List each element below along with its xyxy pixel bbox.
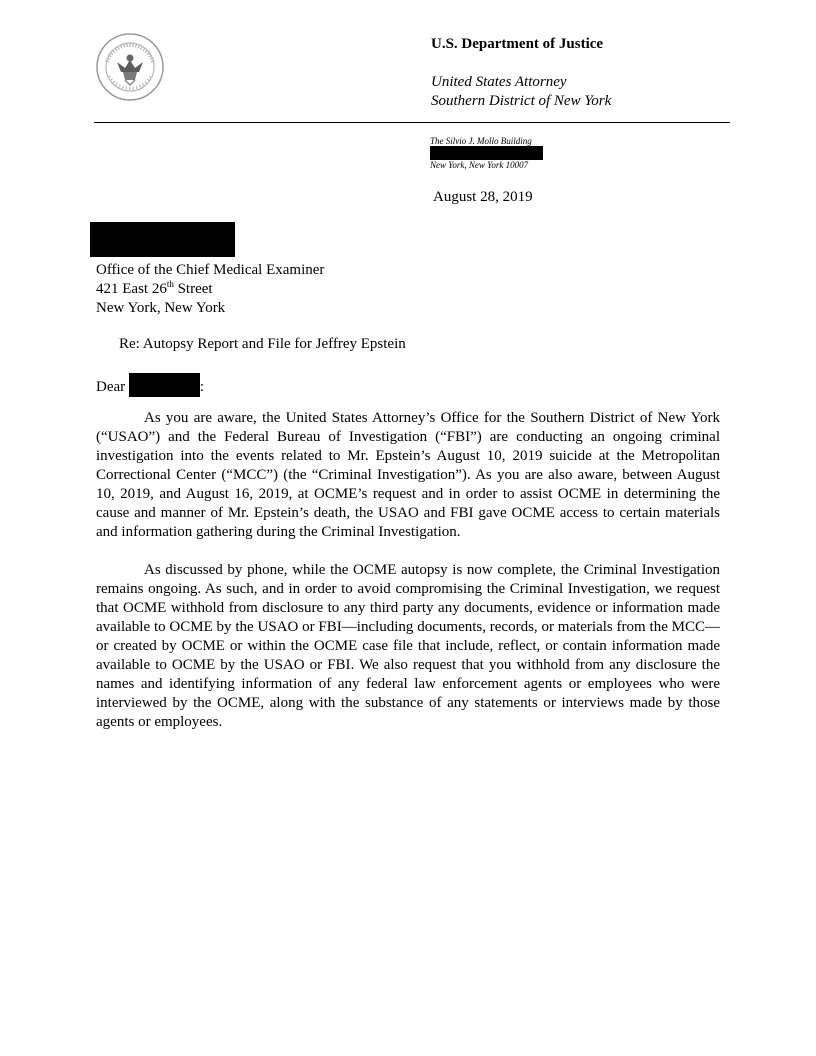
recipient-block (96, 261, 324, 318)
header-divider (94, 122, 730, 123)
redaction-address (430, 146, 543, 160)
salutation (96, 373, 204, 397)
recipient-office: Office of the Chief Medical Examiner (96, 262, 325, 278)
subject-line: Re: Autopsy Report and File for Jeffrey Epstein (119, 336, 406, 352)
redaction-recipient-name (90, 222, 235, 257)
redaction-salutation-name (129, 373, 200, 397)
building-name: The Silvio J. Mollo Building (430, 136, 532, 146)
office-line-1: United States Attorney (431, 74, 567, 90)
salutation-suffix: : (199, 379, 205, 395)
letter-body (96, 409, 720, 751)
salutation-prefix: Dear (96, 379, 126, 395)
street-name: Street (173, 281, 213, 297)
agency-name: U.S. Department of Justice (431, 36, 604, 52)
office-city: New York, New York 10007 (430, 160, 529, 170)
recipient-city: New York, New York (96, 300, 226, 316)
office-name (431, 73, 611, 111)
paragraph-1: As you are aware, the United States Attorney’s Office for the Southern District of New York (“USAO”) and the Federal Bureau of Investigation (“FBI”) are conducting an ongoing criminal investigation into the events related to Mr. Epstein’s August 10, 2019 suicide at the Metropolitan Correctional Center (“MCC”) (the “Criminal Investigation”). As you are also aware, between August 10, 2019, and August 16, 2019, at OCME’s request and in order to assist OCME in determining the cause and manner of Mr. Epstein’s death, the USAO and FBI gave OCME access to certain materials and information gathering during the Criminal Investigation. (96, 410, 720, 540)
street-ordinal: th (166, 279, 174, 289)
recipient-street (96, 280, 324, 299)
letter-date: August 28, 2019 (433, 189, 533, 205)
street-number: 421 East 26 (96, 281, 167, 297)
paragraph-2: As discussed by phone, while the OCME autopsy is now complete, the Criminal Investigation remains ongoing. As such, and in order to avoid compromising the Criminal Investigation, we request that OCME withhold from disclosure to any third party any documents, evidence or information made available to OCME by the USAO or FBI—including documents, records, or materials from the MCC—or created by OCME or within the OCME case file that include, reflect, or contain information made available to OCME by the USAO or FBI. We also request that you withhold from any disclosure the names and identifying information of any federal law enforcement agents or employees who were interviewed by the OCME, along with the substance of any statements or interviews made by those agents or employees. (96, 562, 720, 730)
office-line-2: Southern District of New York (431, 93, 612, 109)
doj-seal-icon (95, 32, 165, 102)
